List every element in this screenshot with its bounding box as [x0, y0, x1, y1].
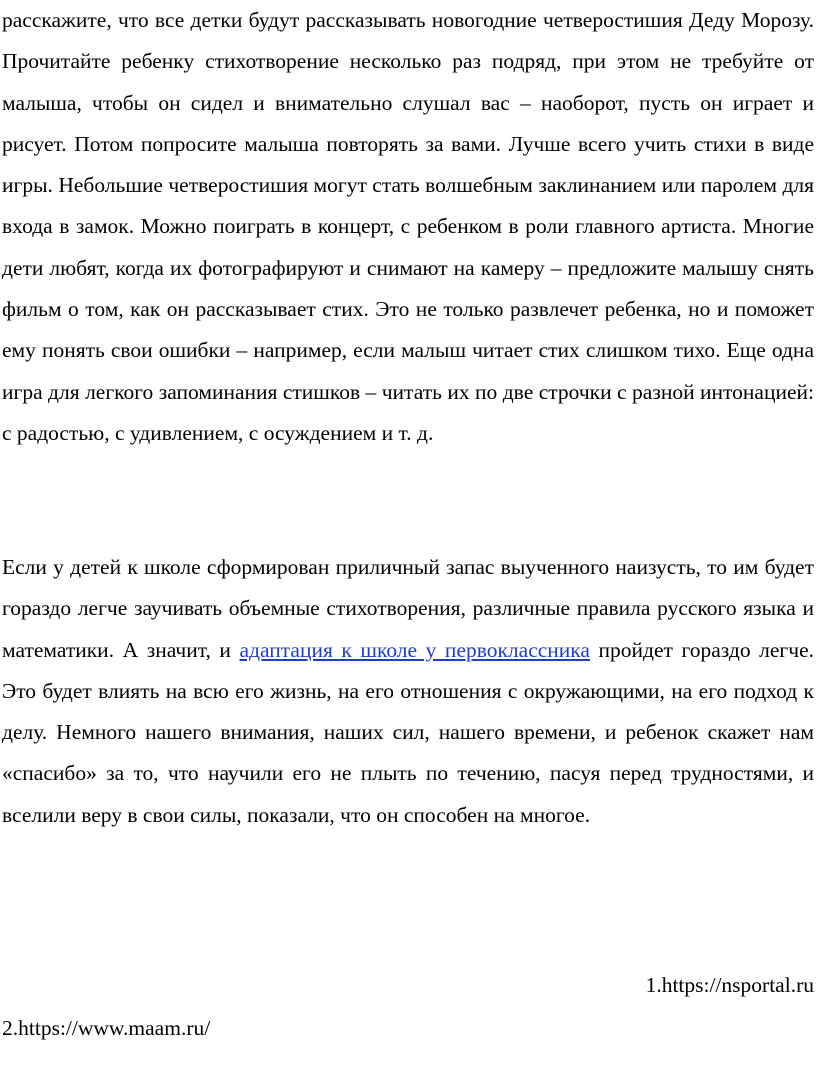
reference-nsportal: 1.https://nsportal.ru	[645, 973, 814, 997]
school-adaptation-link[interactable]: адаптация к школе у первоклассника	[239, 637, 590, 662]
paragraph-memorization-games: расскажите, что все детки будут рассказывать новогодние четверостишия Деду Морозу. Прочитайте ребенку стихотворение несколько раз подряд, при этом не требуйте от малыша, чтобы он сидел и внимательно слушал вас – наоборот, пусть он играет и рисует. Потом попросите малыша повторять за вами. Лучше всего учить стихи в виде игры. Небольшие четверостишия могут стать волшебным заклинанием или паролем для входа в замок. Можно поиграть в концерт, с ребенком в роли главного артиста. Многие дети любят, когда их фотографируют и снимают на камеру – предложите малышу снять фильм о том, как он рассказывает стих. Это не только развлечет ребенка, но и поможет ему понять свои ошибки – например, если малыш читает стих слишком тихо. Еще одна игра для легкого запоминания стишков – читать их по две строчки с разной интонацией: с радостью, с удивлением, с осуждением и т. д.	[2, 8, 814, 445]
paragraph-text-after-link: пройдет гораздо легче. Это будет влиять на всю его жизнь, на его отношения с окружающими, на его подход к делу. Немного нашего внимания, наших сил, нашего времени, и ребенок скажет нам «спасибо» за то, что научили его не плыть по течению, пасуя перед трудностями, и вселили веру в свои силы, показали, что он способен на многое.	[2, 637, 814, 827]
reference-maam: 2.https://www.maam.ru/	[2, 1016, 211, 1040]
paragraph-school-adaptation	[2, 547, 814, 836]
paragraph-text-before-link: Если у детей к школе сформирован приличный запас выученного наизусть, то им будет гораздо легче заучивать объемные стихотворения, различные правила русского языка и математики. А значит, и	[2, 555, 814, 662]
